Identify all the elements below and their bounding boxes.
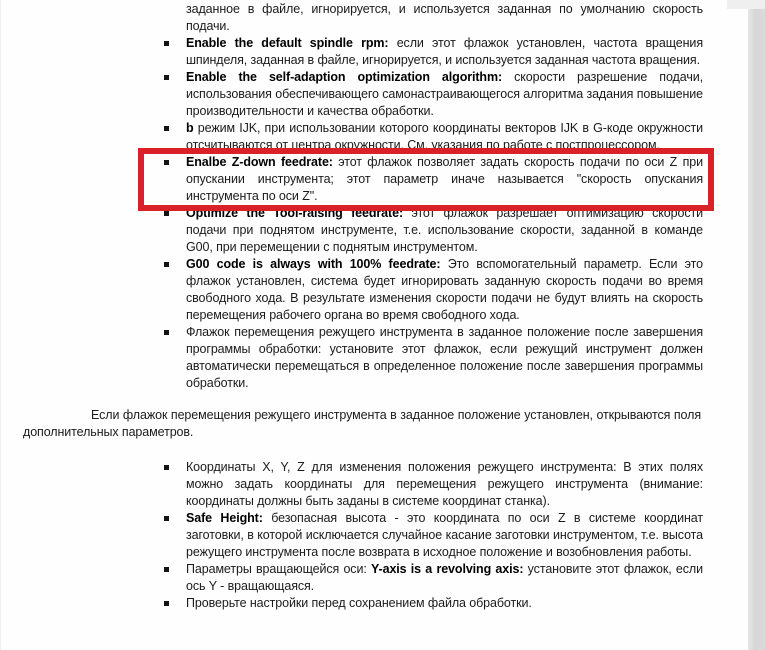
bold-term: Enable the default spindle rpm: [186,36,389,50]
bold-term: G00 code is always with 100% feedrate: [186,257,441,271]
list-item [186,510,703,561]
body-text: режим IJK, при использовании которого координаты векторов IJK в G-коде окружности отсчитываются от центра окружности. См. указания по работе с постпроцессором. [186,121,703,152]
list-item [186,595,703,612]
body-text: безопасная высота - это координата по оси Z в системе координат заготовки, в которой исключается случайное касание заготовки инструментом, т.е. высота режущего инструмента после возврата в исходное положение и возобновления работы. [186,511,703,559]
list-item [186,69,703,120]
body-text: Это вспомогательный параметр. Если это флажок установлен, система будет игнорировать заданную скорость подачи во время свободного хода. В результате изменения скорости подачи не будут влиять на скорость перемещения рабочего органа во время свободного хода. [186,257,704,322]
bold-term: Enable the self-adaption optimization algorithm: [186,70,503,84]
paragraph-note: Если флажок перемещения режущего инструмента в заданное положение установлен, открываются поля дополнительных параметров. [23,408,701,439]
list-item [186,324,703,392]
bold-term: Safe Height: [186,511,263,525]
body-text: Проверьте настройки перед сохранением файла обработки. [186,596,532,610]
body-text: этот флажок позволяет задать скорость подачи по оси Z при опускании инструмента; этот параметр иначе называется "скорость опускания инструмента по оси Z". [186,155,703,203]
body-text: если этот флажок установлен, частота вращения шпинделя, заданная в файле, игнорируется, и используется заданная частота вращения. [186,36,703,67]
body-text: Параметры вращающейся оси: [186,562,371,576]
list-item [186,120,703,154]
right-gutter-strip [748,9,765,650]
body-text: скорости разрешение подачи, использования обеспечивающего самонастраивающегося алгоритма задания повышение производительности и качества обработки. [186,70,703,118]
continuation-line: заданное в файле, игнорируется, и используется заданная по умолчанию скорость подачи. [186,2,703,33]
body-text: установите этот флажок, если ось Y - вращающаяся. [186,562,703,593]
top-right-gutter-band [727,0,765,9]
list-item [186,256,703,324]
bold-term: Enalbe Z-down feedrate: [186,155,333,169]
bullet-list-main [1,35,738,392]
list-item [186,205,703,256]
list-item [186,459,703,510]
bold-term: Y-axis is a revolving axis: [370,562,524,576]
body-text: Флажок перемещения режущего инструмента в заданное положение после завершения программы обработки: установите этот флажок, если режущий инструмент должен автоматически перемещаться в определенное положение после завершения программы обработки. [186,325,703,390]
list-item [186,561,703,595]
bold-term: Optimize the Tool-raising feedrate: [186,206,404,220]
highlighted-item [186,154,703,205]
list-item [186,35,703,69]
body-text: Координаты X, Y, Z для изменения положения режущего инструмента: В этих полях можно задать координаты для перемещения режущего инструмента (внимание: координаты должны быть заданы в системе координат станка). [186,460,703,508]
bullet-list-additional [1,459,738,612]
body-text: этот флажок разрешает оптимизацию скорости подачи при поднятом инструменте, т.е. использование скорости, заданной в команде G00, при перемещении с поднятым инструментом. [186,206,703,254]
bold-term: b [186,121,194,135]
page-content [1,1,738,612]
